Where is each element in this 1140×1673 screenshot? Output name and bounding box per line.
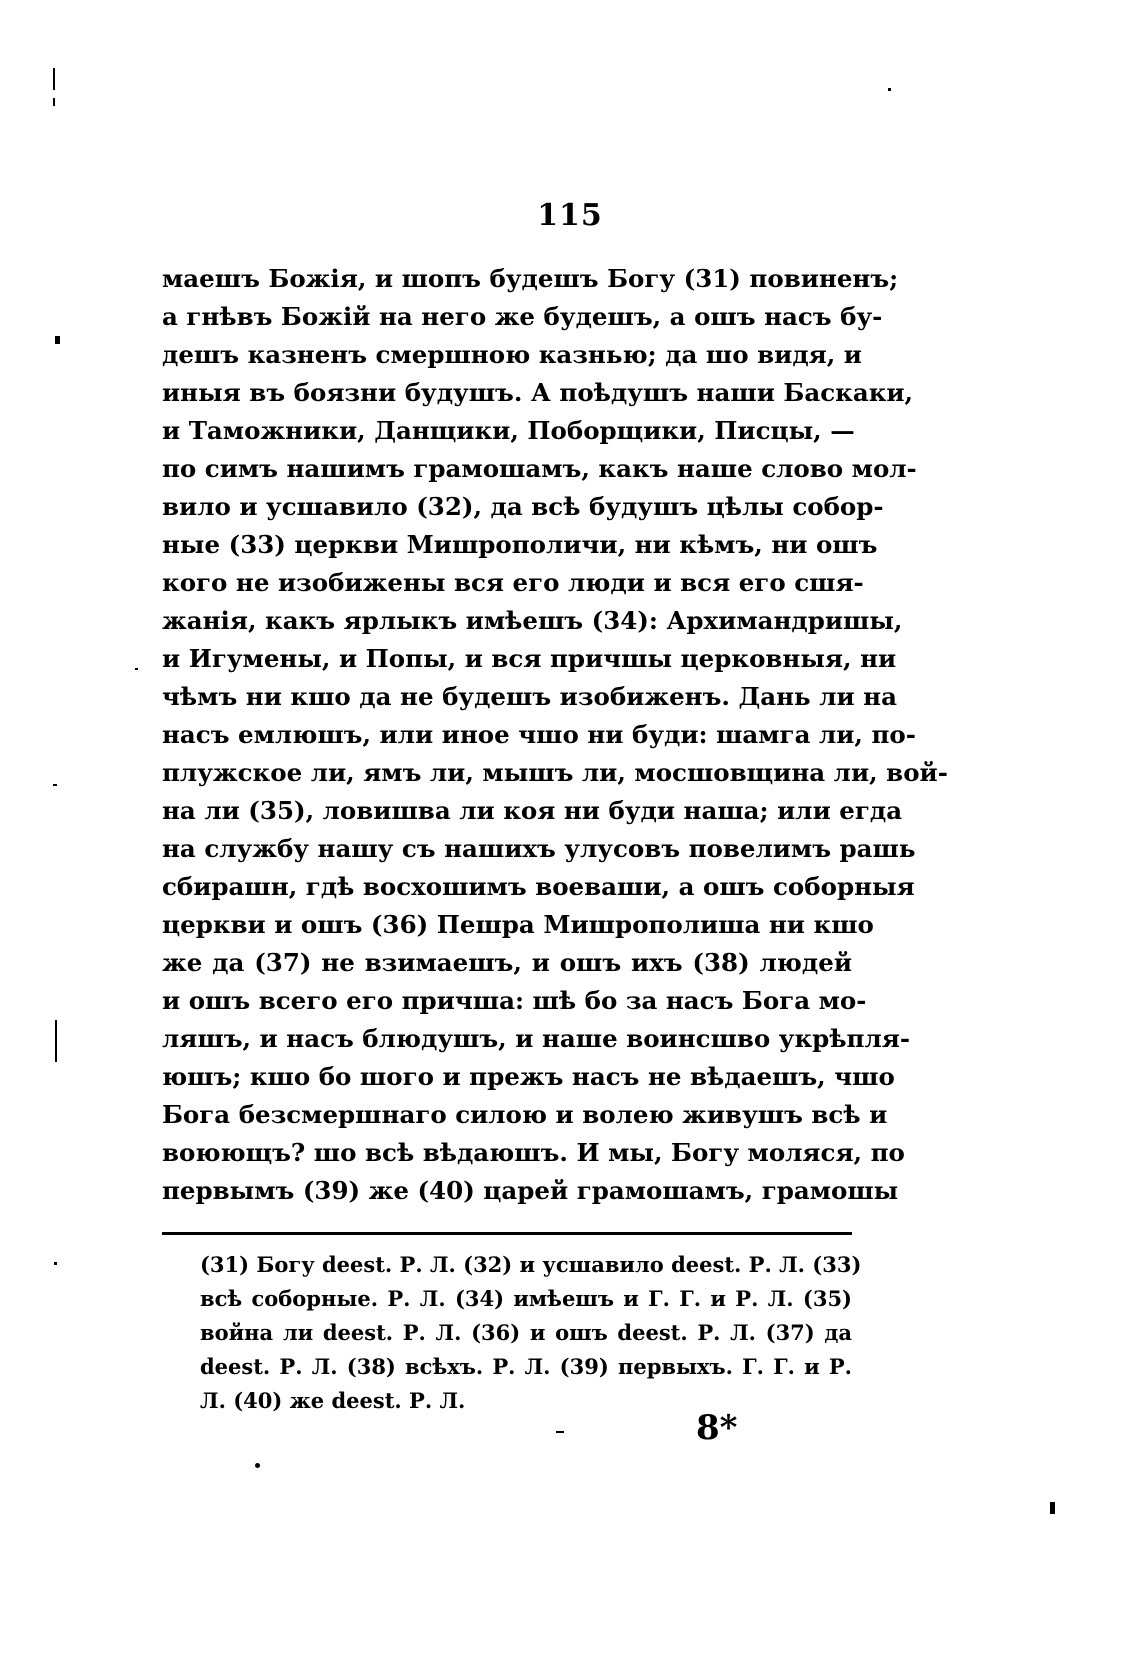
footnote-line: deest. Р. Л. (38) всѣхъ. Р. Л. (39) первыхъ. Г. Г. и Р. xyxy=(200,1354,852,1379)
scan-speck xyxy=(255,1463,260,1468)
text-line: же да (37) не взимаешъ, и ошъ ихъ (38) людей xyxy=(162,948,852,977)
scan-speck xyxy=(55,336,60,344)
signature-mark: 8* xyxy=(696,1408,738,1448)
text-line: ляшъ, и насъ блюдушъ, и наше воинсшво укрѣпля- xyxy=(162,1024,911,1053)
footnote-line: война ли deest. Р. Л. (36) и ошъ deest. Р. Л. (37) да xyxy=(200,1320,852,1345)
text-line: дешъ казненъ смершною казнью; да шо видя, и xyxy=(162,340,862,369)
page-number: 115 xyxy=(537,198,603,233)
text-line: плужское ли, ямъ ли, мышъ ли, мосшовщина ли, вой- xyxy=(162,758,948,787)
text-line: маешъ Божія, и шопъ будешъ Богу (31) повиненъ; xyxy=(162,264,899,293)
body-text xyxy=(162,260,948,1210)
text-line: первымъ (39) же (40) царей грамошамъ, грамошы xyxy=(162,1176,899,1205)
text-line: ные (33) церкви Мишрополичи, ни кѣмъ, ни ошъ xyxy=(162,530,878,559)
text-line: сбирашн, гдѣ восхошимъ воеваши, а ошъ соборныя xyxy=(162,872,915,901)
text-line: на ли (35), ловишва ли коя ни буди наша; или егда xyxy=(162,796,903,825)
text-line: кого не изобижены вся его люди и вся его сшя- xyxy=(162,568,864,597)
footnote-rule xyxy=(162,1232,852,1235)
text-line: Бога безсмершнаго силою и волею живушъ всѣ и xyxy=(162,1100,888,1129)
scan-speck xyxy=(53,784,57,786)
footnote-line: (31) Богу deest. Р. Л. (32) и усшавило deest. Р. Л. (33) xyxy=(200,1252,862,1277)
text-line: юшъ; кшо бо шого и прежъ насъ не вѣдаешъ, чшо xyxy=(162,1062,895,1091)
text-line: жанія, какъ ярлыкъ имѣешъ (34): Архимандришы, xyxy=(162,606,903,635)
footnote-line: Л. (40) же deest. Р. Л. xyxy=(200,1388,466,1413)
scan-speck xyxy=(135,668,138,670)
scan-speck xyxy=(556,1431,564,1433)
footnote-line: всѣ соборные. Р. Л. (34) имѣешъ и Г. Г. и Р. Л. (35) xyxy=(200,1286,852,1311)
text-line: вило и усшавило (32), да всѣ будушъ цѣлы собор- xyxy=(162,492,884,521)
scan-speck xyxy=(53,98,55,106)
text-line: и Таможники, Данщики, Поборщики, Писцы, — xyxy=(162,416,855,445)
text-line: церкви и ошъ (36) Пешра Мишрополиша ни кшо xyxy=(162,910,874,939)
text-line: на службу нашу съ нашихъ улусовъ повелимъ рашь xyxy=(162,834,916,863)
scan-speck xyxy=(1050,1502,1055,1514)
scan-speck xyxy=(55,1020,57,1062)
text-line: и ошъ всего его причша: шѣ бо за насъ Бога мо- xyxy=(162,986,867,1015)
scan-speck xyxy=(888,88,891,91)
text-line: а гнѣвъ Божій на него же будешъ, а ошъ насъ бу- xyxy=(162,302,883,331)
text-line: чѣмъ ни кшо да не будешъ изобиженъ. Дань ли на xyxy=(162,682,897,711)
scan-speck xyxy=(54,1262,57,1265)
text-line: по симъ нашимъ грамошамъ, какъ наше слово мол- xyxy=(162,454,917,483)
text-line: насъ емлюшъ, или иное чшо ни буди: шамга ли, по- xyxy=(162,720,916,749)
text-line: и Игумены, и Попы, и вся причшы церковныя, ни xyxy=(162,644,897,673)
text-line: иныя въ боязни будушъ. А поѣдушъ наши Баскаки, xyxy=(162,378,914,407)
text-line: воюющъ? шо всѣ вѣдаюшъ. И мы, Богу моляся, по xyxy=(162,1138,905,1167)
scan-speck xyxy=(53,68,55,90)
footnotes xyxy=(200,1248,862,1418)
